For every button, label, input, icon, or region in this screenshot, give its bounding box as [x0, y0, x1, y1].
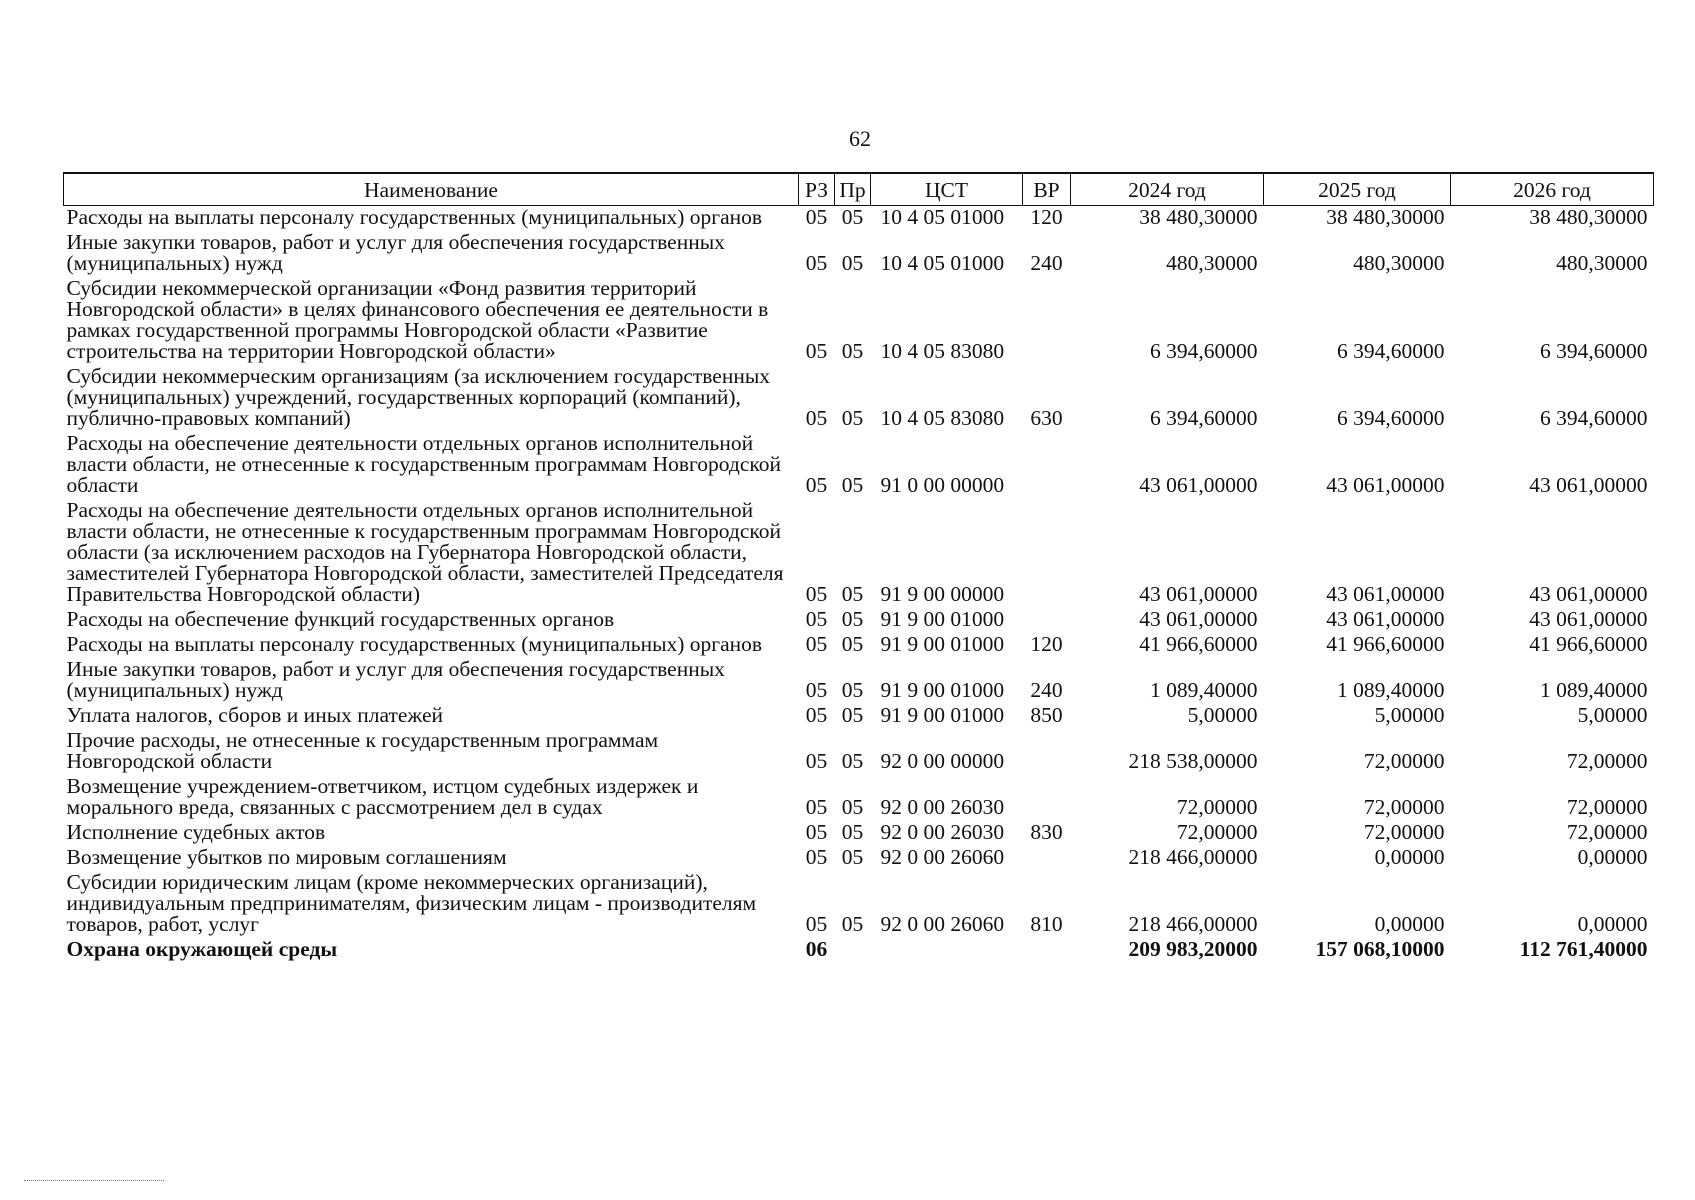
table-row: [64, 633, 1654, 658]
cell-rz: 05: [805, 632, 828, 656]
table-row: [64, 658, 1654, 704]
cell-vr: 810: [1030, 912, 1063, 936]
cell-name: Расходы на выплаты персоналу государственных (муниципальных) органов: [66, 205, 763, 229]
cell-cst: 10 4 05 83080: [880, 406, 1005, 430]
cell-rz: 05: [805, 678, 828, 702]
cell-2025: 72,00000: [1363, 795, 1445, 819]
cell-2025: 1 089,40000: [1337, 678, 1445, 702]
cell-cst: 91 0 00 00000: [880, 473, 1005, 497]
cell-2026: 41 966,60000: [1529, 632, 1648, 656]
cell-cst: 10 4 05 83080: [880, 339, 1005, 363]
cell-2026: 43 061,00000: [1529, 473, 1648, 497]
cell-2026: 1 089,40000: [1540, 678, 1648, 702]
cell-2026: 112 761,40000: [1519, 937, 1648, 961]
cell-vr: [1023, 277, 1071, 365]
cell-2025: 6 394,60000: [1337, 339, 1445, 363]
footer-divider: [24, 1180, 164, 1181]
cell-vr: [1023, 432, 1071, 499]
cell-vr: 830: [1030, 820, 1063, 844]
header-name: Наименование: [64, 173, 799, 206]
cell-2025: 38 480,30000: [1326, 205, 1445, 229]
cell-name: Возмещение учреждением-ответчиком, истцом судебных издержек и морального вреда, связанных с рассмотрением дел в судах: [66, 774, 699, 819]
cell-name: Субсидии юридическим лицам (кроме некоммерческих организаций), индивидуальным предпринимателям, физическим лицам - производителям товаров, работ, услуг: [66, 870, 757, 936]
table-row: [64, 821, 1654, 846]
cell-pr: 05: [841, 632, 864, 656]
cell-2026: 72,00000: [1566, 795, 1648, 819]
cell-pr: 05: [841, 845, 864, 869]
header-cst: ЦСТ: [871, 173, 1023, 206]
header-row: [64, 173, 1654, 206]
page-number: 62: [849, 126, 871, 151]
cell-2024: 43 061,00000: [1139, 607, 1258, 631]
table-row: [64, 871, 1654, 938]
table-row: [64, 206, 1654, 232]
cell-cst: 91 9 00 00000: [880, 582, 1005, 606]
cell-pr: 05: [841, 795, 864, 819]
table-header: [64, 173, 1654, 206]
table-row: [64, 775, 1654, 821]
cell-2026: 72,00000: [1566, 749, 1648, 773]
cell-2026: 6 394,60000: [1540, 406, 1648, 430]
cell-pr: 05: [841, 912, 864, 936]
header-pr: Пр: [835, 173, 871, 206]
cell-cst: 91 9 00 01000: [880, 678, 1005, 702]
table-row: [64, 729, 1654, 775]
cell-name: Иные закупки товаров, работ и услуг для обеспечения государственных (муниципальных) нужд: [66, 657, 725, 702]
cell-rz: 05: [805, 205, 828, 229]
table-row: [64, 608, 1654, 633]
cell-pr: [835, 938, 871, 963]
cell-vr: [1023, 938, 1071, 963]
table-row: [64, 432, 1654, 499]
cell-name: Уплата налогов, сборов и иных платежей: [66, 703, 444, 727]
cell-2026: 5,00000: [1577, 703, 1648, 727]
cell-2026: 480,30000: [1556, 251, 1648, 275]
cell-pr: 05: [841, 251, 864, 275]
cell-2024: 41 966,60000: [1139, 632, 1258, 656]
cell-cst: 92 0 00 26030: [880, 820, 1005, 844]
cell-vr: 120: [1030, 632, 1063, 656]
cell-pr: 05: [841, 607, 864, 631]
cell-2025: 41 966,60000: [1326, 632, 1445, 656]
cell-name: Прочие расходы, не отнесенные к государственным программам Новгородской области: [66, 728, 659, 773]
cell-cst: 91 9 00 01000: [880, 607, 1005, 631]
cell-2026: 0,00000: [1577, 912, 1648, 936]
table-row: [64, 231, 1654, 277]
cell-rz: 05: [805, 845, 828, 869]
cell-2025: 43 061,00000: [1326, 473, 1445, 497]
cell-2026: 0,00000: [1577, 845, 1648, 869]
table-row: [64, 938, 1654, 963]
cell-2026: 6 394,60000: [1540, 339, 1648, 363]
cell-rz: 05: [805, 912, 828, 936]
cell-cst: 91 9 00 01000: [880, 632, 1005, 656]
cell-rz: 05: [805, 703, 828, 727]
cell-vr: 120: [1030, 205, 1063, 229]
cell-cst: 92 0 00 26060: [880, 845, 1005, 869]
cell-2024: 72,00000: [1176, 795, 1258, 819]
cell-2024: 43 061,00000: [1139, 582, 1258, 606]
table-row: [64, 846, 1654, 871]
cell-2024: 6 394,60000: [1150, 406, 1258, 430]
table-body: [64, 206, 1654, 964]
table-row: [64, 277, 1654, 365]
cell-2025: 157 068,10000: [1315, 937, 1445, 961]
cell-pr: 05: [841, 406, 864, 430]
cell-2024: 218 466,00000: [1128, 912, 1258, 936]
cell-vr: 850: [1030, 703, 1063, 727]
cell-vr: [1023, 775, 1071, 821]
cell-vr: 630: [1030, 406, 1063, 430]
cell-name: Субсидии некоммерческим организациям (за исключением государственных (муниципальных) учреждений, государственных корпораций (компаний), публично-правовых компаний): [66, 364, 771, 430]
cell-cst: 92 0 00 26030: [880, 795, 1005, 819]
cell-pr: 05: [841, 582, 864, 606]
cell-pr: 05: [841, 339, 864, 363]
cell-name: Возмещение убытков по мировым соглашениям: [66, 845, 507, 869]
cell-2025: 0,00000: [1374, 845, 1445, 869]
cell-2025: 480,30000: [1353, 251, 1445, 275]
cell-cst: 10 4 05 01000: [880, 205, 1005, 229]
cell-pr: 05: [841, 703, 864, 727]
header-rz: РЗ: [799, 173, 835, 206]
cell-cst: 92 0 00 26060: [880, 912, 1005, 936]
cell-2026: 43 061,00000: [1529, 582, 1648, 606]
cell-rz: 05: [805, 251, 828, 275]
cell-pr: 05: [841, 473, 864, 497]
cell-pr: 05: [841, 749, 864, 773]
budget-table: [63, 172, 1654, 963]
cell-2026: 38 480,30000: [1529, 205, 1648, 229]
cell-name: Расходы на обеспечение деятельности отдельных органов исполнительной власти области, не отнесенные к государственным программам Новгородской области (за исключением расходов на Губернатора Новгородской области, заместителей Губернатора Новгородской области, заместителей Председателя Правительства Новгородской области): [66, 498, 784, 606]
cell-rz: 05: [805, 582, 828, 606]
cell-2024: 72,00000: [1176, 820, 1258, 844]
cell-name: Расходы на обеспечение функций государственных органов: [66, 607, 615, 631]
cell-2025: 43 061,00000: [1326, 582, 1445, 606]
cell-rz: 05: [805, 820, 828, 844]
header-2026: 2026 год: [1451, 173, 1654, 206]
cell-2024: 5,00000: [1187, 703, 1258, 727]
cell-rz: 06: [805, 937, 828, 961]
cell-2024: 209 983,20000: [1128, 937, 1258, 961]
cell-rz: 05: [805, 607, 828, 631]
cell-rz: 05: [805, 795, 828, 819]
cell-2026: 43 061,00000: [1529, 607, 1648, 631]
cell-2025: 43 061,00000: [1326, 607, 1445, 631]
cell-vr: [1023, 608, 1071, 633]
cell-rz: 05: [805, 406, 828, 430]
cell-name: Иные закупки товаров, работ и услуг для обеспечения государственных (муниципальных) нужд: [66, 230, 725, 275]
cell-vr: 240: [1030, 678, 1063, 702]
cell-pr: 05: [841, 205, 864, 229]
cell-vr: 240: [1030, 251, 1063, 275]
cell-pr: 05: [841, 820, 864, 844]
cell-2024: 6 394,60000: [1150, 339, 1258, 363]
cell-rz: 05: [805, 339, 828, 363]
cell-vr: [1023, 846, 1071, 871]
cell-vr: [1023, 729, 1071, 775]
cell-2024: 218 466,00000: [1128, 845, 1258, 869]
cell-2025: 72,00000: [1363, 820, 1445, 844]
cell-rz: 05: [805, 473, 828, 497]
cell-2025: 72,00000: [1363, 749, 1445, 773]
cell-2025: 5,00000: [1374, 703, 1445, 727]
cell-cst: 91 9 00 01000: [880, 703, 1005, 727]
table-row: [64, 365, 1654, 432]
header-vr: ВР: [1023, 173, 1071, 206]
cell-2024: 218 538,00000: [1128, 749, 1258, 773]
cell-2024: 38 480,30000: [1139, 205, 1258, 229]
cell-name: Исполнение судебных актов: [66, 820, 326, 844]
cell-vr: [1023, 499, 1071, 608]
cell-name: Охрана окружающей среды: [66, 937, 338, 961]
cell-2024: 480,30000: [1166, 251, 1258, 275]
cell-2024: 1 089,40000: [1150, 678, 1258, 702]
cell-rz: 05: [805, 749, 828, 773]
table-row: [64, 704, 1654, 729]
cell-name: Расходы на обеспечение деятельности отдельных органов исполнительной власти области, не отнесенные к государственным программам Новгородской области: [66, 431, 782, 497]
cell-2026: 72,00000: [1566, 820, 1648, 844]
cell-cst: 10 4 05 01000: [880, 251, 1005, 275]
header-2024: 2024 год: [1071, 173, 1264, 206]
cell-name: Расходы на выплаты персоналу государственных (муниципальных) органов: [66, 632, 763, 656]
table-row: [64, 499, 1654, 608]
cell-pr: 05: [841, 678, 864, 702]
cell-2025: 0,00000: [1374, 912, 1445, 936]
cell-2025: 6 394,60000: [1337, 406, 1445, 430]
cell-cst: 92 0 00 00000: [880, 749, 1005, 773]
cell-name: Субсидии некоммерческой организации «Фонд развития территорий Новгородской области» в целях финансового обеспечения ее деятельности в рамках государственной программы Новгородской области «Развитие строительства на территории Новгородской области»: [66, 276, 769, 363]
cell-2024: 43 061,00000: [1139, 473, 1258, 497]
cell-cst: [871, 938, 1023, 963]
header-2025: 2025 год: [1264, 173, 1451, 206]
